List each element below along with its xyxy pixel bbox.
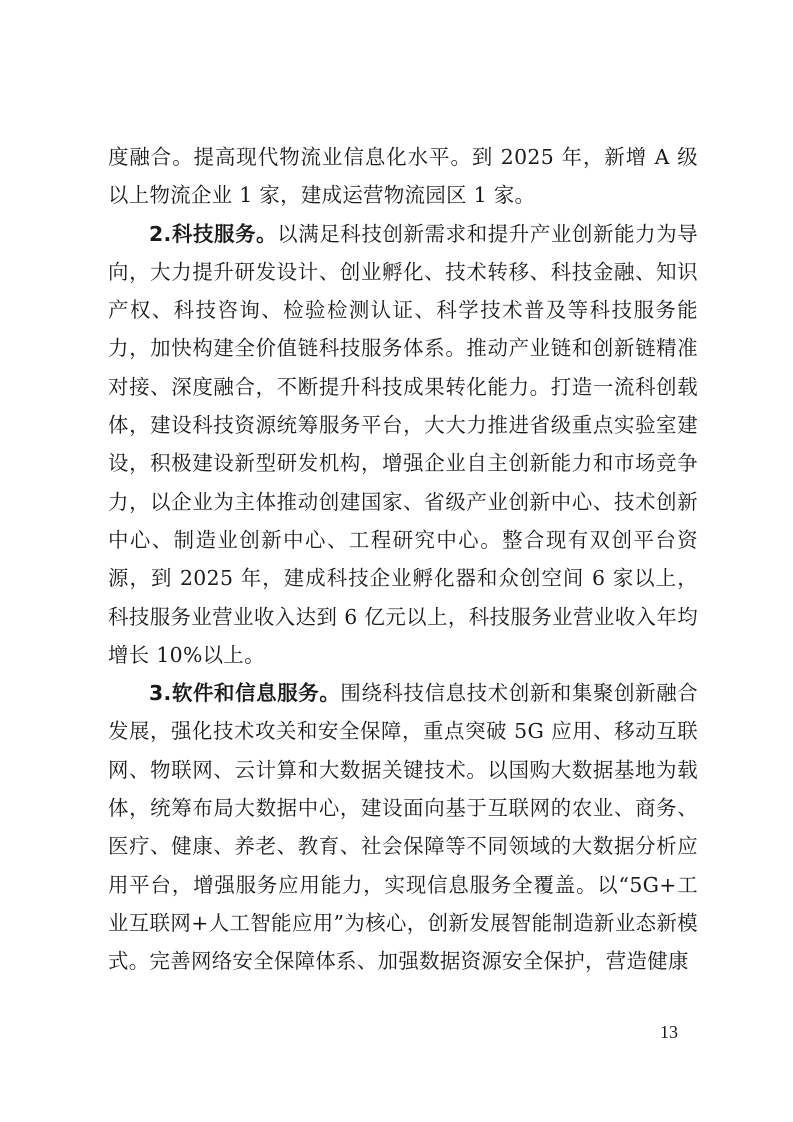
page-number: 13 [660, 1022, 678, 1042]
section-body: 以满足科技创新需求和提升产业创新能力为导向，大力提升研发设计、创业孵化、技术转移、科技金融、知识产权、科技咨询、检验检测认证、科学技术普及等科技服务能力，加快构建全价值链科技服务体系。推动产业链和创新链精准对接、深度融合，不断提升科技成果转化能力。打造一流科创载体，建设科技资源统筹服务平台，大大力推进省级重点实验室建设，积极建设新型研发机构，增强企业自主创新能力和市场竞争力，以企业为主体推动创建国家、省级产业创新中心、技术创新中心、制造业创新中心、工程研究中心。整合现有双创平台资源，到 2025 年，建成科技企业孵化器和众创空间 6 家以上，科技服务业营业收入达到 6 亿元以上，科技服务业营业收入年均增长 10%以上。 [108, 221, 699, 667]
section-paragraph-software-info [108, 674, 698, 980]
page-body [108, 138, 698, 981]
section-heading: 3.软件和信息服务。 [149, 681, 341, 706]
continuation-paragraph: 度融合。提高现代物流业信息化水平。到 2025 年，新增 A 级以上物流企业 1 家，建成运营物流园区 1 家。 [108, 145, 698, 208]
section-paragraph-tech-services [108, 215, 698, 675]
section-body: 围绕科技信息技术创新和集聚创新融合发展，强化技术攻关和安全保障，重点突破 5G 应用、移动互联网、物联网、云计算和大数据关键技术。以国购大数据基地为载体，统筹布局大数据中心，建设面向基于互联网的农业、商务、医疗、健康、养老、教育、社会保障等不同领域的大数据分析应用平台，增强服务应用能力，实现信息服务全覆盖。以“5G+工业互联网+人工智能应用”为核心，创新发展智能制造新业态新模式。完善网络安全保障体系、加强数据资源安全保护，营造健康 [108, 681, 699, 974]
section-heading: 2.科技服务。 [149, 221, 278, 246]
